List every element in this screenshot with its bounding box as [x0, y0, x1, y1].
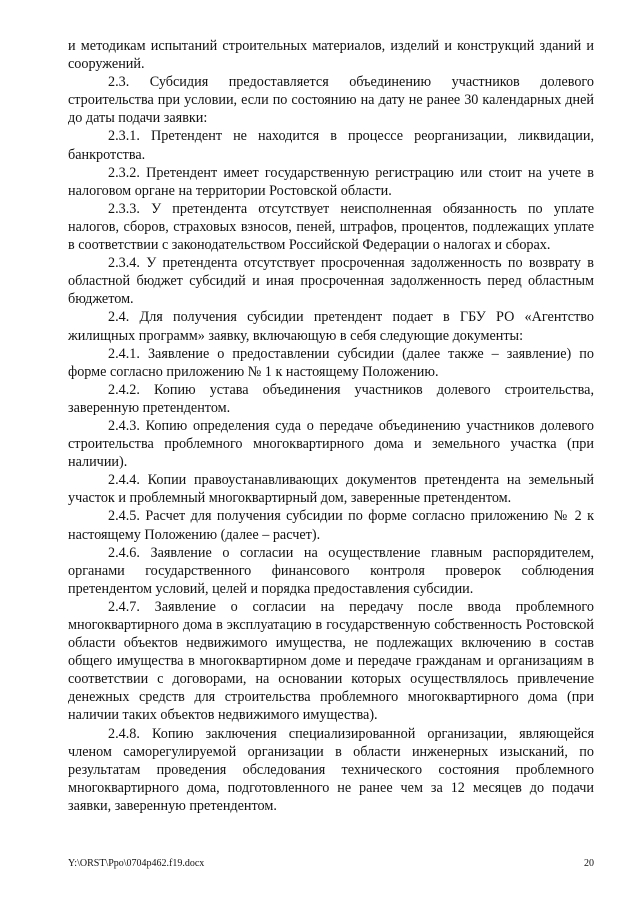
footer-page-number: 20 [584, 858, 594, 869]
paragraph: 2.3.4. У претендента отсутствует просроченная задолженность по возврату в областной бюджет субсидий и иная просроченная задолженность перед областным бюджетом. [68, 255, 594, 308]
paragraph: 2.4.3. Копию определения суда о передаче объединению участников долевого строительства проблемного многоквартирного дома и земельного участка (при наличии). [68, 417, 594, 471]
paragraph: и методикам испытаний строительных материалов, изделий и конструкций зданий и сооружений. [68, 38, 594, 73]
paragraph: 2.4.8. Копию заключения специализированной организации, являющейся членом саморегулируемой организации в области инженерных изысканий, по результатам проведения обследования технического состояния проблемного многоквартирного дома, подготовленного не ранее чем за 12 месяцев до подачи заявки, заверенную претендентом. [68, 725, 594, 814]
paragraph: 2.4. Для получения субсидии претендент подает в ГБУ РО «Агентство жилищных программ» заявку, включающую в себя следующие документы: [68, 309, 594, 344]
paragraph: 2.3.1. Претендент не находится в процессе реорганизации, ликвидации, банкротства. [68, 128, 594, 163]
paragraph: 2.4.2. Копию устава объединения участников долевого строительства, заверенную претендентом. [68, 381, 594, 416]
paragraph: 2.4.1. Заявление о предоставлении субсидии (далее также – заявление) по форме согласно приложению № 1 к настоящему Положению. [68, 345, 594, 380]
page-footer [68, 858, 594, 870]
paragraph: 2.3.2. Претендент имеет государственную регистрацию или стоит на учете в налоговом органе на территории Ростовской области. [68, 164, 594, 199]
paragraph: 2.4.6. Заявление о согласии на осуществление главным распорядителем, органами государственного финансового контроля проверок соблюдения претендентом условий, целей и порядка предоставления субсидии. [68, 544, 594, 597]
paragraph: 2.3.3. У претендента отсутствует неисполненная обязанность по уплате налогов, сборов, страховых взносов, пеней, штрафов, процентов, подлежащих уплате в соответствии с законодательством Российской Федерации о налогах и сборах. [68, 200, 594, 254]
document-body [68, 37, 594, 815]
paragraph: 2.3. Субсидия предоставляется объединению участников долевого строительства при условии, если по состоянию на дату не ранее 30 календарных дней до даты подачи заявки: [68, 74, 594, 127]
paragraph: 2.4.7. Заявление о согласии на передачу после ввода проблемного многоквартирного дома в эксплуатацию в государственную собственность Ростовской области объектов недвижимого имущества, не подлежащих включению в состав общего имущества в многоквартирном доме и передаче гражданам и организациям в соответствии с договорами, на основании которых осуществлялось привлечение денежных средств для строительства проблемного многоквартирного дома (при наличии таких объектов недвижимого имущества). [68, 598, 594, 724]
footer-file-path: Y:\ORST\Ppo\0704p462.f19.docx [68, 858, 205, 869]
paragraph: 2.4.5. Расчет для получения субсидии по форме согласно приложению № 2 к настоящему Положению (далее – расчет). [68, 508, 594, 543]
paragraph: 2.4.4. Копии правоустанавливающих документов претендента на земельный участок и проблемный многоквартирный дом, заверенные претендентом. [68, 472, 594, 507]
